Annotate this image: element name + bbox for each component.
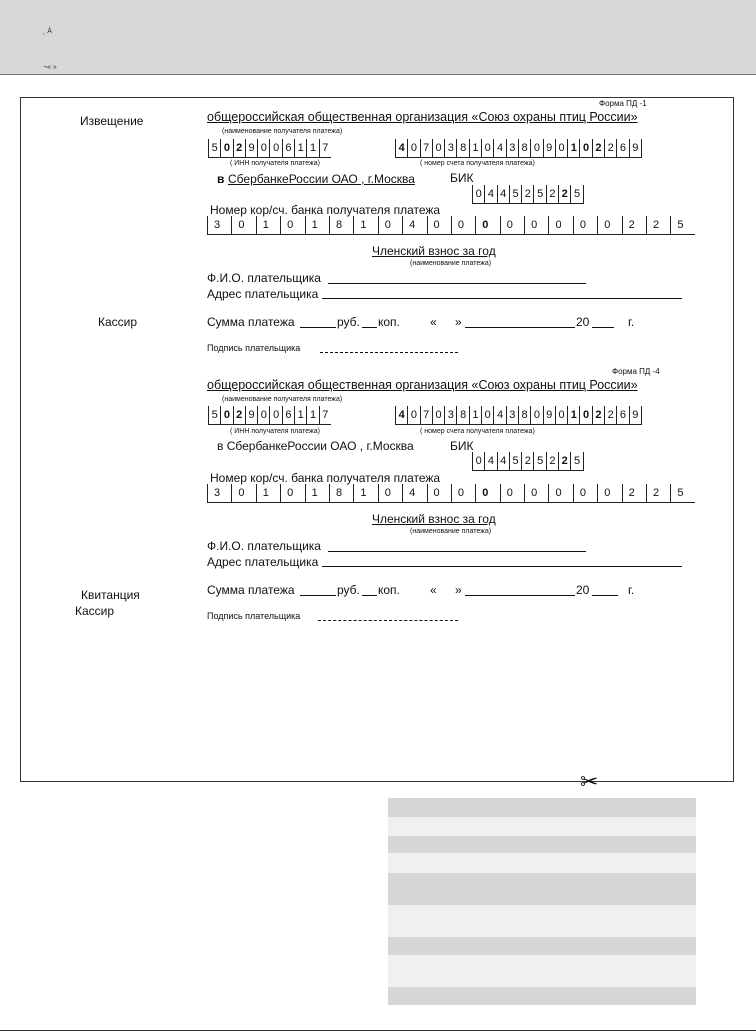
sum-kop-field[interactable] xyxy=(362,327,377,328)
digit-cell: 4 xyxy=(402,484,426,502)
payer-address-label: Адрес плательщика xyxy=(207,555,319,569)
digit-cell: 7 xyxy=(420,406,432,424)
digit-cell: 4 xyxy=(395,139,407,157)
digit-cell: 0 xyxy=(548,484,572,502)
sum-rub-field[interactable] xyxy=(300,327,336,328)
digit-cell: 2 xyxy=(604,139,616,157)
digit-cell: 1 xyxy=(469,406,481,424)
digit-cell: 2 xyxy=(646,484,670,502)
digit-cell: 0 xyxy=(231,216,255,234)
digit-cell: 0 xyxy=(472,452,484,470)
digit-cell: 1 xyxy=(567,406,579,424)
digit-cell: 0 xyxy=(475,484,499,502)
year-suffix: г. xyxy=(628,315,635,329)
corr-account-cells xyxy=(207,484,695,503)
payer-address-field[interactable] xyxy=(322,566,682,567)
digit-cell: 9 xyxy=(629,139,641,157)
digit-cell: 3 xyxy=(506,139,518,157)
digit-cell: 0 xyxy=(530,406,542,424)
sum-rub-field[interactable] xyxy=(300,595,336,596)
date-year-field[interactable] xyxy=(592,327,614,328)
digit-cell: 1 xyxy=(294,406,306,424)
digit-cell: 0 xyxy=(530,139,542,157)
digit-cell: 0 xyxy=(579,406,591,424)
table-row xyxy=(388,873,696,905)
table-row xyxy=(388,817,696,836)
digit-cell: 0 xyxy=(269,139,281,157)
digit-cell: 5 xyxy=(570,185,582,203)
digit-cell: 3 xyxy=(506,406,518,424)
bik-label: БИК xyxy=(450,171,474,185)
digit-cell: 4 xyxy=(484,452,496,470)
digit-cell: 0 xyxy=(280,216,304,234)
form-number: Форма ПД -1 xyxy=(599,99,647,108)
digit-cell: 6 xyxy=(616,406,628,424)
receipt-side-label: Квитанция xyxy=(81,588,140,602)
digit-cell: 0 xyxy=(432,139,444,157)
table-row xyxy=(388,836,696,853)
payer-name-label: Ф.И.О. плательщика xyxy=(207,271,321,285)
signature-label: Подпись плательщика xyxy=(207,611,301,621)
year-prefix: 20 xyxy=(576,583,590,597)
digit-cell: 0 xyxy=(378,484,402,502)
digit-cell: 0 xyxy=(427,216,451,234)
account-caption: ( номер счета получателя платежа) xyxy=(420,160,535,167)
digit-cell: 3 xyxy=(207,484,231,502)
digit-cell: 2 xyxy=(521,452,533,470)
digit-cell: 5 xyxy=(509,452,521,470)
digit-cell: 0 xyxy=(597,484,621,502)
digit-cell: 0 xyxy=(257,406,269,424)
table-row xyxy=(388,905,696,937)
digit-cell: 2 xyxy=(622,216,646,234)
digit-cell: 0 xyxy=(555,406,567,424)
digit-cell: 1 xyxy=(256,484,280,502)
recipient-caption: (наименование получателя платежа) xyxy=(222,396,343,403)
sum-label: Сумма платежа xyxy=(207,315,295,329)
digit-cell: 2 xyxy=(558,452,570,470)
table-row xyxy=(388,987,696,1005)
account-caption: ( номер счета получателя платежа) xyxy=(420,428,535,435)
payer-address-label: Адрес плательщика xyxy=(207,287,319,301)
digit-cell: 4 xyxy=(493,139,505,157)
bank-name: в СбербанкеРоссии ОАО , г.Москва xyxy=(217,439,414,453)
purpose-caption: (наименование платежа) xyxy=(410,528,492,535)
digit-cell: 2 xyxy=(592,406,604,424)
digit-cell: 0 xyxy=(481,406,493,424)
table-row xyxy=(388,853,696,873)
digit-cell: 4 xyxy=(493,406,505,424)
payer-address-field[interactable] xyxy=(322,298,682,299)
digit-cell: 2 xyxy=(546,452,558,470)
digit-cell: 0 xyxy=(432,406,444,424)
digit-cell: 0 xyxy=(378,216,402,234)
signature-field[interactable] xyxy=(318,620,458,621)
digit-cell: 0 xyxy=(407,139,419,157)
digit-cell: 0 xyxy=(597,216,621,234)
digit-cell: 0 xyxy=(500,484,524,502)
account-cells xyxy=(395,139,642,158)
digit-cell: 7 xyxy=(319,139,331,157)
bank-prefix: в xyxy=(217,172,225,186)
date-quote-close: » xyxy=(455,583,462,597)
date-quote-close: » xyxy=(455,315,462,329)
digit-cell: 8 xyxy=(329,484,353,502)
digit-cell: 5 xyxy=(533,452,545,470)
digit-cell: 1 xyxy=(305,216,329,234)
digit-cell: 8 xyxy=(456,139,468,157)
digit-cell: 5 xyxy=(208,406,220,424)
cashier-label: Кассир xyxy=(75,604,115,618)
digit-cell: 3 xyxy=(444,406,456,424)
digit-cell: 0 xyxy=(407,406,419,424)
table-row xyxy=(388,937,696,955)
digit-cell: 2 xyxy=(233,406,245,424)
digit-cell: 5 xyxy=(509,185,521,203)
payment-purpose: Членский взнос за год xyxy=(372,512,496,526)
digit-cell: 1 xyxy=(353,484,377,502)
payer-name-field[interactable] xyxy=(328,551,586,552)
digit-cell: 6 xyxy=(616,139,628,157)
notice-side-label: Извещение xyxy=(80,114,144,128)
digit-cell: 4 xyxy=(402,216,426,234)
inn-caption: ( ИНН получателя платежа) xyxy=(230,428,320,435)
year-prefix: 20 xyxy=(576,315,590,329)
digit-cell: 5 xyxy=(670,216,694,234)
digit-cell: 0 xyxy=(427,484,451,502)
scissors-icon: ✂ xyxy=(580,769,599,794)
table-row xyxy=(388,798,696,817)
toolbar-mark: ¬« » xyxy=(43,64,57,71)
digit-cell: 2 xyxy=(592,139,604,157)
recipient-name: общероссийская общественная организация «Союз охраны птиц России» xyxy=(207,378,638,392)
rub-label: руб. xyxy=(337,315,360,329)
digit-cell: 2 xyxy=(546,185,558,203)
sum-kop-field[interactable] xyxy=(362,595,377,596)
digit-cell: 0 xyxy=(573,484,597,502)
digit-cell: 0 xyxy=(220,139,232,157)
digit-cell: 9 xyxy=(543,406,555,424)
inn-cells xyxy=(208,406,331,425)
bank-name: СбербанкеРоссии ОАО , г.Москва xyxy=(228,172,415,186)
digit-cell: 5 xyxy=(670,484,694,502)
digit-cell: 4 xyxy=(497,185,509,203)
form-number: Форма ПД -4 xyxy=(612,367,660,376)
digit-cell: 1 xyxy=(256,216,280,234)
recipient-name: общероссийская общественная организация «Союз охраны птиц России» xyxy=(207,110,638,124)
date-month-field[interactable] xyxy=(465,327,575,328)
top-toolbar xyxy=(0,0,756,75)
digit-cell: 7 xyxy=(319,406,331,424)
digit-cell: 2 xyxy=(604,406,616,424)
digit-cell: 0 xyxy=(220,406,232,424)
corr-account-cells xyxy=(207,216,695,235)
digit-cell: 0 xyxy=(475,216,499,234)
digit-cell: 4 xyxy=(484,185,496,203)
digit-cell: 0 xyxy=(481,139,493,157)
kop-label: коп. xyxy=(378,583,400,597)
digit-cell: 0 xyxy=(524,484,548,502)
digit-cell: 9 xyxy=(629,406,641,424)
digit-cell: 0 xyxy=(231,484,255,502)
digit-cell: 0 xyxy=(472,185,484,203)
digit-cell: 1 xyxy=(305,484,329,502)
date-quote-open: « xyxy=(430,583,437,597)
digit-cell: 0 xyxy=(451,484,475,502)
digit-cell: 0 xyxy=(548,216,572,234)
recipient-caption: (наименование получателя платежа) xyxy=(222,128,343,135)
digit-cell: 0 xyxy=(555,139,567,157)
rub-label: руб. xyxy=(337,583,360,597)
digit-cell: 2 xyxy=(622,484,646,502)
digit-cell: 5 xyxy=(208,139,220,157)
cashier-label: Кассир xyxy=(98,315,138,329)
digit-cell: 3 xyxy=(444,139,456,157)
bik-cells xyxy=(472,452,584,471)
digit-cell: 8 xyxy=(518,406,530,424)
digit-cell: 0 xyxy=(500,216,524,234)
date-year-field[interactable] xyxy=(592,595,618,596)
toolbar-mark: ¸ À xyxy=(43,28,52,35)
bik-cells xyxy=(472,185,584,204)
year-suffix: г. xyxy=(628,583,635,597)
digit-cell: 8 xyxy=(456,406,468,424)
corr-account-label: Номер кор/сч. банка получателя платежа xyxy=(210,471,441,485)
digit-cell: 1 xyxy=(294,139,306,157)
sum-label: Сумма платежа xyxy=(207,583,295,597)
digit-cell: 4 xyxy=(395,406,407,424)
page-bottom-line xyxy=(0,1030,756,1031)
payer-name-label: Ф.И.О. плательщика xyxy=(207,539,321,553)
digit-cell: 0 xyxy=(524,216,548,234)
bik-label: БИК xyxy=(450,439,474,453)
payment-purpose: Членский взнос за год xyxy=(372,244,496,258)
digit-cell: 6 xyxy=(282,406,294,424)
inn-caption: ( ИНН получателя платежа) xyxy=(230,160,320,167)
striped-table xyxy=(388,798,696,1005)
digit-cell: 2 xyxy=(646,216,670,234)
payer-name-field[interactable] xyxy=(328,283,586,284)
digit-cell: 8 xyxy=(518,139,530,157)
digit-cell: 4 xyxy=(497,452,509,470)
digit-cell: 0 xyxy=(451,216,475,234)
digit-cell: 9 xyxy=(245,139,257,157)
digit-cell: 8 xyxy=(329,216,353,234)
digit-cell: 0 xyxy=(573,216,597,234)
digit-cell: 2 xyxy=(521,185,533,203)
date-month-field[interactable] xyxy=(465,595,575,596)
digit-cell: 0 xyxy=(280,484,304,502)
kop-label: коп. xyxy=(378,315,400,329)
digit-cell: 5 xyxy=(533,185,545,203)
signature-field[interactable] xyxy=(320,352,458,353)
signature-label: Подпись плательщика xyxy=(207,343,301,353)
digit-cell: 0 xyxy=(579,139,591,157)
digit-cell: 9 xyxy=(245,406,257,424)
digit-cell: 9 xyxy=(543,139,555,157)
digit-cell: 7 xyxy=(420,139,432,157)
digit-cell: 2 xyxy=(233,139,245,157)
digit-cell: 2 xyxy=(558,185,570,203)
digit-cell: 1 xyxy=(469,139,481,157)
inn-cells xyxy=(208,139,331,158)
digit-cell: 1 xyxy=(567,139,579,157)
corr-account-label: Номер кор/сч. банка получателя платежа xyxy=(210,203,441,217)
table-row xyxy=(388,955,696,987)
date-quote-open: « xyxy=(430,315,437,329)
digit-cell: 1 xyxy=(353,216,377,234)
digit-cell: 1 xyxy=(306,406,318,424)
digit-cell: 0 xyxy=(269,406,281,424)
digit-cell: 0 xyxy=(257,139,269,157)
digit-cell: 5 xyxy=(570,452,582,470)
digit-cell: 3 xyxy=(207,216,231,234)
digit-cell: 1 xyxy=(306,139,318,157)
purpose-caption: (наименование платежа) xyxy=(410,260,492,267)
digit-cell: 6 xyxy=(282,139,294,157)
account-cells xyxy=(395,406,642,425)
